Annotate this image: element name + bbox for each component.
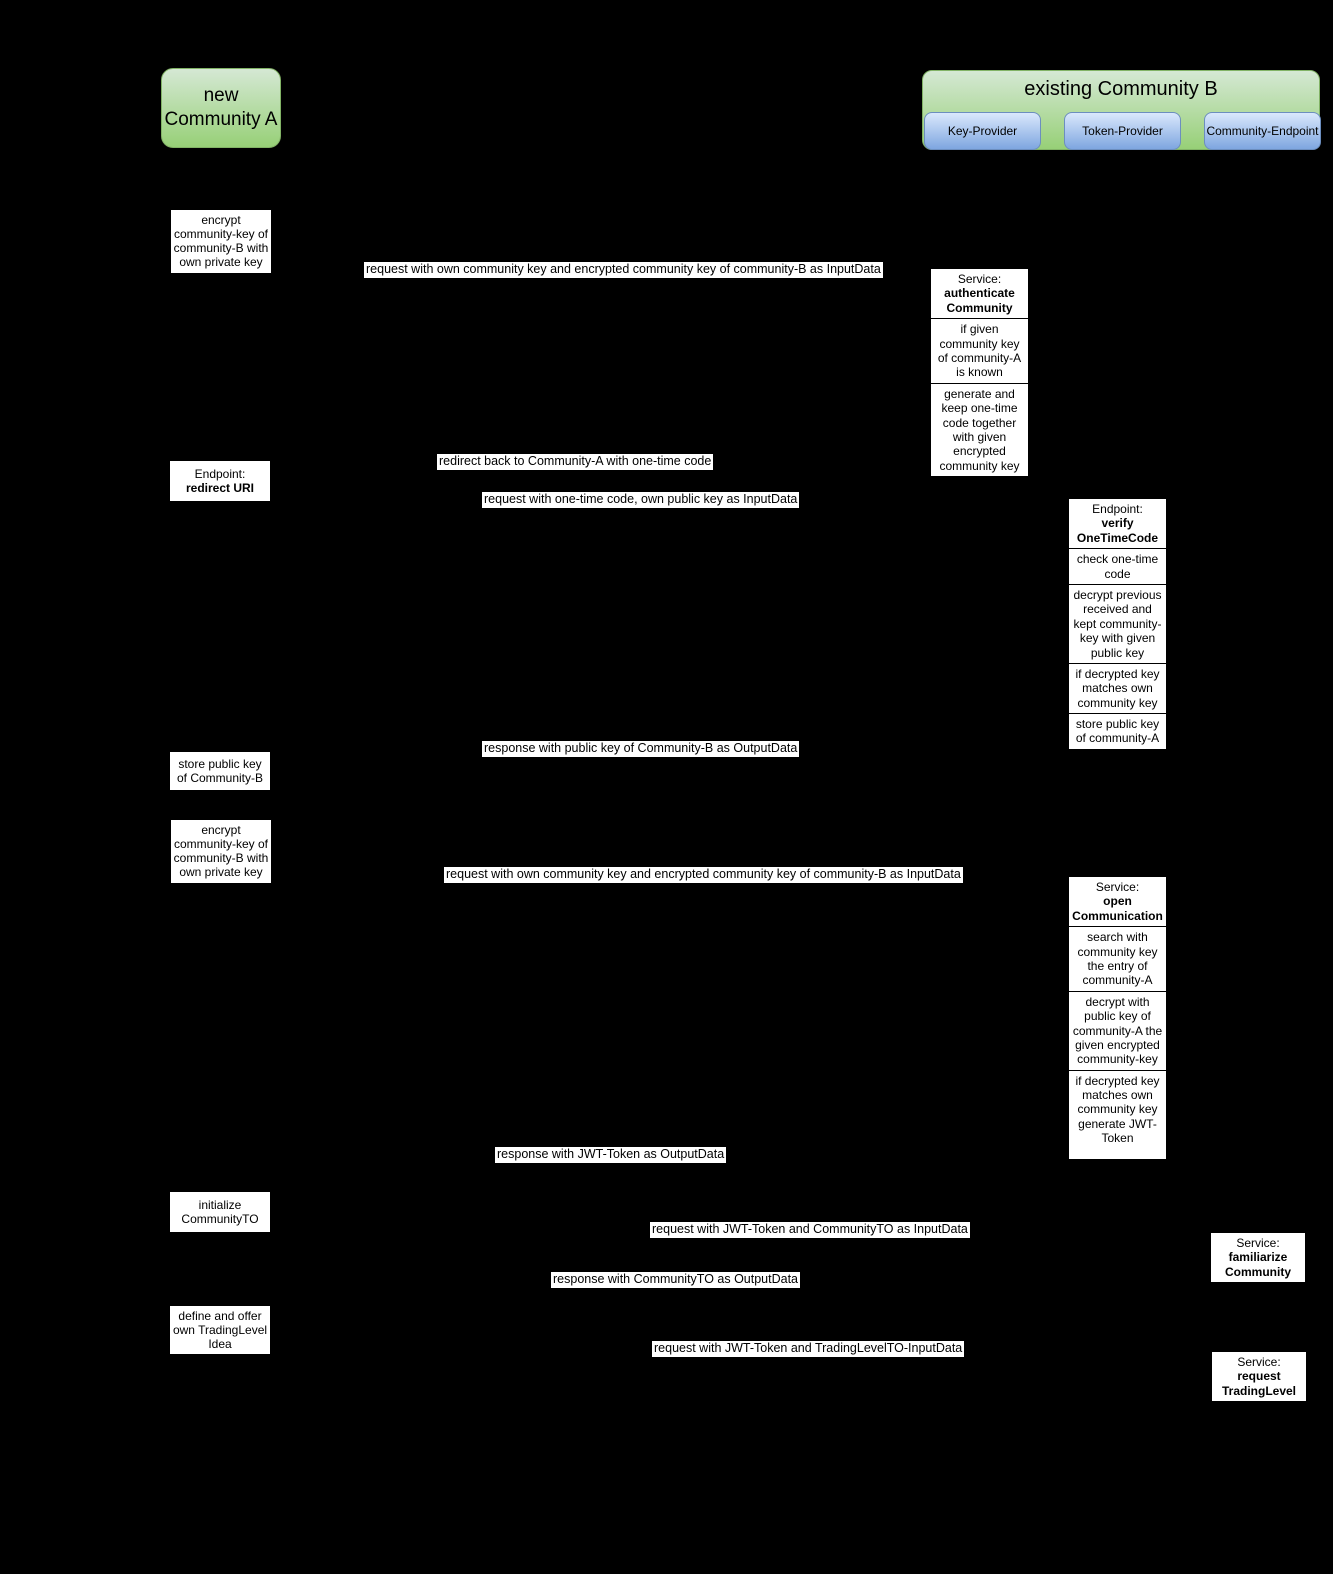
message-response-jwt-token: response with JWT-Token as OutputData [497,1147,725,1161]
activity-name: open Communication [1072,894,1163,923]
note-encrypt-community-key-2: encrypt community-key of community-B with own private key [171,820,271,883]
activity-step: decrypt with public key of community-A the given encrypted community-key [1069,991,1166,1070]
activity-request-tradinglevel [1211,1351,1307,1402]
sub-participant-token-provider: Token-Provider [1064,112,1181,150]
activity-open-communication [1068,876,1167,1160]
note-endpoint-prefix: Endpoint: [194,467,246,481]
activity-prefix: Endpoint: [1092,502,1143,516]
message-response-public-key: response with public key of Community-B as OutputData [484,741,798,755]
note-endpoint-name: redirect URI [185,481,255,496]
activity-prefix: Service: [1237,1355,1281,1369]
activity-step: if decrypted key matches own community key [1069,663,1166,713]
activity-authenticate-community [930,268,1029,477]
activity-name: familiarize Community [1225,1250,1291,1279]
participant-community-b [922,70,1320,150]
participant-community-b-title: existing Community B [1024,78,1218,100]
sub-participant-community-endpoint: Community-Endpoint [1204,112,1321,150]
activity-name: request TradingLevel [1221,1369,1297,1398]
activity-step: decrypt previous received and kept community-key with given public key [1069,584,1166,663]
activity-step: search with community key the entry of community-A [1069,926,1166,991]
activity-header [1069,499,1166,548]
note-encrypt-community-key-1: encrypt community-key of community-B with own private key [171,210,271,273]
activity-name: verify OneTimeCode [1076,516,1159,545]
participant-community-a: new Community A [161,68,281,148]
activity-step: store public key of community-A [1069,713,1166,749]
activity-prefix: Service: [1095,880,1140,894]
activity-step: if decrypted key matches own community key generate JWT-Token [1069,1070,1166,1149]
activity-verify-onetimecode [1068,498,1167,750]
activity-header [1069,877,1166,926]
activity-step: generate and keep one-time code together with given encrypted community key [931,383,1028,476]
message-request-tradinglevel: request with JWT-Token and TradingLevelTO-InputData [654,1341,963,1355]
note-endpoint-redirect-uri [170,461,270,501]
message-request-communityto: request with JWT-Token and CommunityTO as InputData [652,1222,968,1236]
message-request-one-time-code: request with one-time code, own public key as InputData [484,492,798,506]
message-redirect-one-time-code: redirect back to Community-A with one-time code [439,454,712,468]
activity-prefix: Service: [1236,1236,1280,1250]
activity-step: check one-time code [1069,548,1166,584]
note-initialize-communityto: initialize CommunityTO [170,1192,270,1232]
note-define-tradinglevel-idea: define and offer own TradingLevel Idea [170,1306,270,1354]
activity-header [1211,1233,1305,1282]
activity-header [1212,1352,1306,1401]
activity-header [931,269,1028,318]
sub-participant-key-provider: Key-Provider [924,112,1041,150]
activity-prefix: Service: [957,272,1002,286]
message-request-community-key-2: request with own community key and encrypted community key of community-B as InputData [446,867,961,881]
message-request-community-key-1: request with own community key and encrypted community key of community-B as InputData [366,262,881,276]
note-store-public-key: store public key of Community-B [170,752,270,790]
message-response-communityto: response with CommunityTO as OutputData [553,1272,799,1286]
activity-step: if given community key of community-A is known [931,318,1028,383]
activity-name: authenticate Community [944,286,1015,315]
activity-familiarize-community [1210,1232,1306,1283]
